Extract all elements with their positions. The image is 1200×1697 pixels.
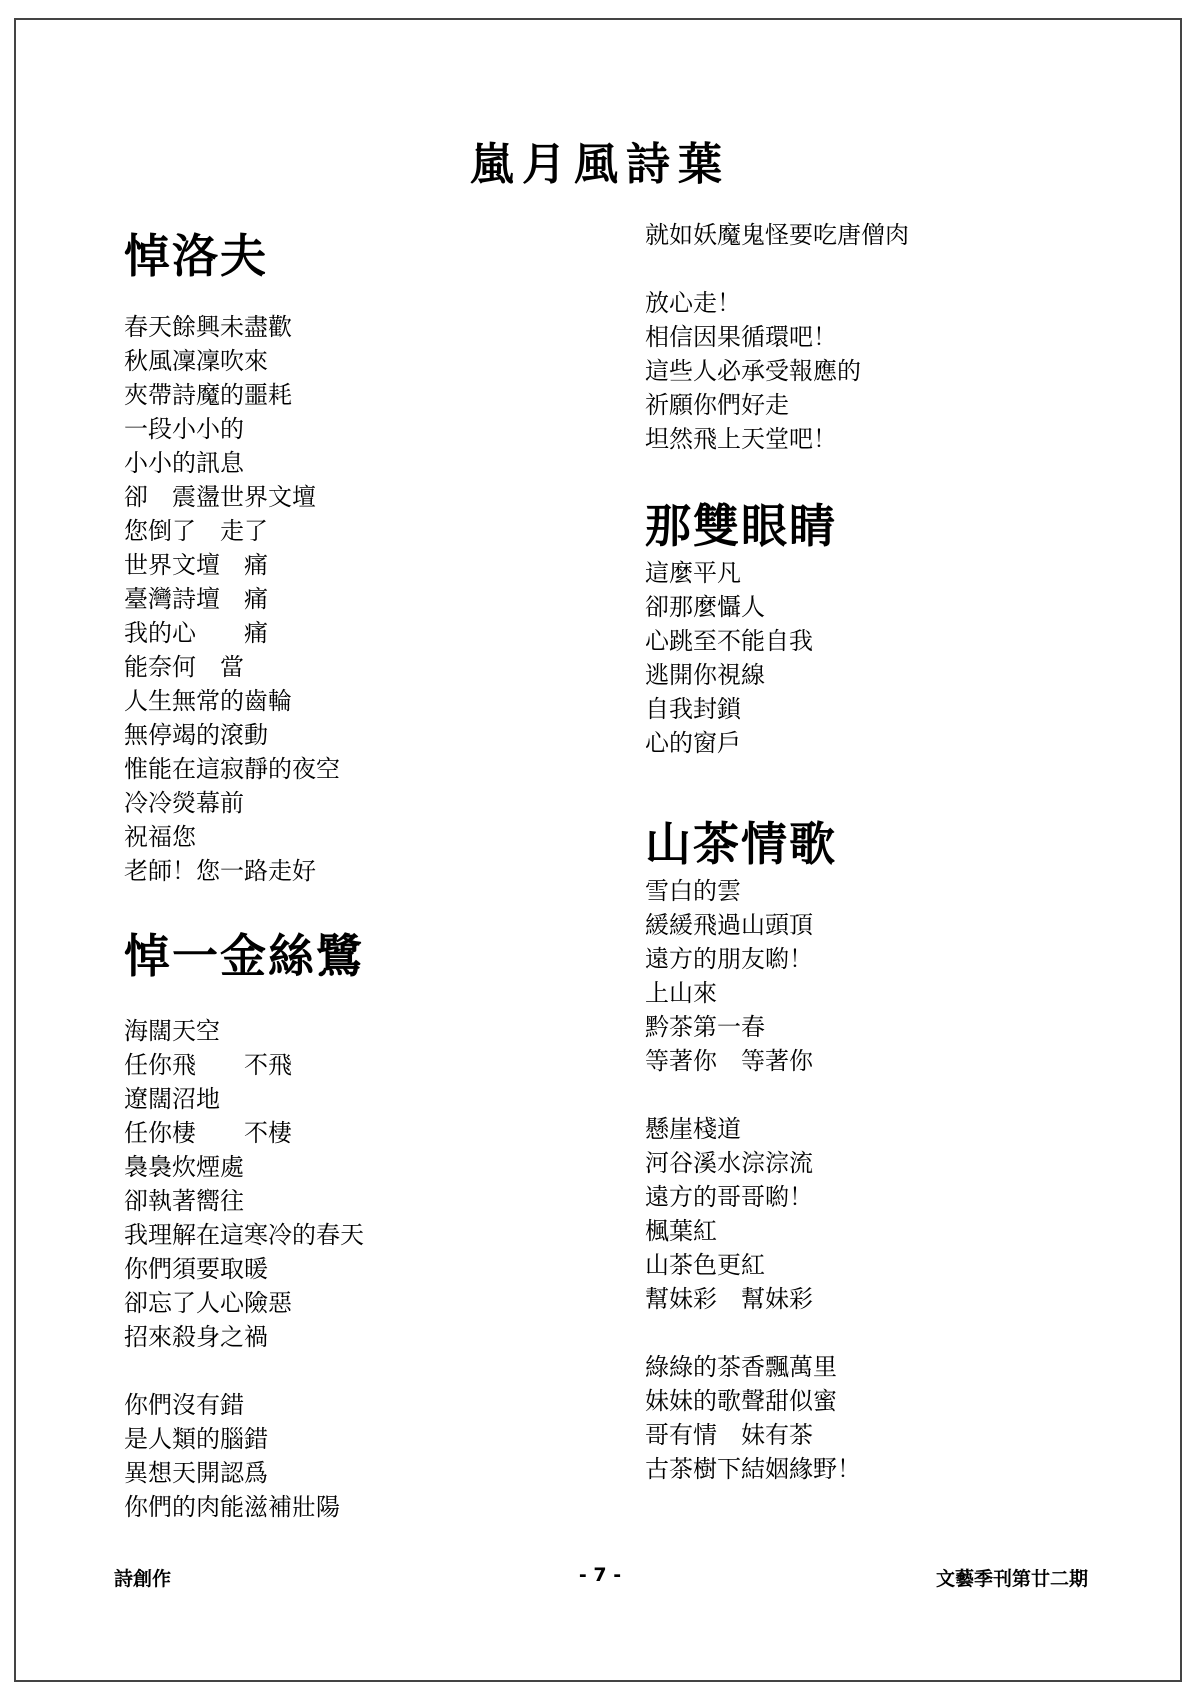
- poem-1: [124, 226, 584, 888]
- poem-line: [645, 1078, 1105, 1112]
- poem-line: 任你飛 不飛: [124, 1051, 292, 1079]
- poem-lines: [124, 1014, 584, 1524]
- poem-line: 黔茶第一春: [645, 1013, 765, 1041]
- poem-line: 遠方的哥哥喲！: [645, 1183, 813, 1211]
- poem-line: 異想天開認爲: [124, 1459, 268, 1487]
- poem-2-continued: [645, 218, 1105, 456]
- poem-line: 人生無常的齒輪: [124, 687, 292, 715]
- page-title: 嵐月風詩葉: [470, 139, 730, 190]
- poem-line: 相信因果循環吧！: [645, 323, 837, 351]
- poem-line: 等著你 等著你: [645, 1047, 813, 1075]
- poem-line: 這麼平凡: [645, 559, 741, 587]
- poem-lines: [645, 556, 1105, 760]
- poem-title: 悼一金絲鷺: [124, 929, 364, 983]
- poem-line: 任你棲 不棲: [124, 1119, 292, 1147]
- poem-line: 卻那麼懾人: [645, 593, 765, 621]
- poem-lines: [124, 310, 584, 888]
- poem-line: 海闊天空: [124, 1017, 220, 1045]
- poem-line: [645, 252, 1105, 286]
- poem-line: 老師！您一路走好: [124, 857, 316, 885]
- poem-3: [645, 496, 1105, 760]
- poem-title: 那雙眼睛: [645, 499, 837, 553]
- poem-line: 卻執著嚮往: [124, 1187, 244, 1215]
- poem-line: 楓葉紅: [645, 1217, 717, 1245]
- poem-line: 裊裊炊煙處: [124, 1153, 244, 1181]
- poem-line: 雪白的雲: [645, 877, 741, 905]
- poem-line: 就如妖魔鬼怪要吃唐僧肉: [645, 221, 909, 249]
- poem-line: 你們沒有錯: [124, 1391, 244, 1419]
- poem-line: 遠方的朋友喲！: [645, 945, 813, 973]
- poem-line: 能奈何 當: [124, 653, 244, 681]
- poem-line: 祝福您: [124, 823, 196, 851]
- poem-line: 世界文壇 痛: [124, 551, 268, 579]
- poem-line: 上山來: [645, 979, 717, 1007]
- poem-line: 綠綠的茶香飄萬里: [645, 1353, 837, 1381]
- poem-line: 卻 震盪世界文壇: [124, 483, 316, 511]
- page-number: - 7 -: [578, 1564, 622, 1586]
- poem-line: 遼闊沼地: [124, 1085, 220, 1113]
- poem-line: 心跳至不能自我: [645, 627, 813, 655]
- poem-line: 冷冷熒幕前: [124, 789, 244, 817]
- poem-line: 惟能在這寂靜的夜空: [124, 755, 340, 783]
- poem-line: 山茶色更紅: [645, 1251, 765, 1279]
- poem-line: 幫妹彩 幫妹彩: [645, 1285, 813, 1313]
- poem-line: 逃開你視線: [645, 661, 765, 689]
- poem-line: 放心走！: [645, 289, 741, 317]
- poem-line: 臺灣詩壇 痛: [124, 585, 268, 613]
- poem-line: 你們的肉能滋補壯陽: [124, 1493, 340, 1521]
- poem-line: 一段小小的: [124, 415, 244, 443]
- poem-line: 卻忘了人心險惡: [124, 1289, 292, 1317]
- poem-line: [124, 1354, 584, 1388]
- poem-title: 悼洛夫: [124, 229, 268, 283]
- poem-line: 小小的訊息: [124, 449, 244, 477]
- left-column: [124, 226, 584, 1524]
- poem-lines: [645, 874, 1105, 1486]
- poem-line: 心的窗戶: [645, 729, 741, 757]
- poem-4: [645, 814, 1105, 1486]
- poem-line: 你們須要取暖: [124, 1255, 268, 1283]
- poem-title: 山茶情歌: [645, 817, 837, 871]
- poem-line: 河谷溪水淙淙流: [645, 1149, 813, 1177]
- poem-line: 無停竭的滾動: [124, 721, 268, 749]
- poem-line: 春天餘興未盡歡: [124, 313, 292, 341]
- poem-line: 我理解在這寒冷的春天: [124, 1221, 364, 1249]
- poem-line: 古茶樹下結姻緣野！: [645, 1455, 861, 1483]
- poem-line: 招來殺身之禍: [124, 1323, 268, 1351]
- poem-2: [124, 926, 584, 1524]
- poem-line: 自我封鎖: [645, 695, 741, 723]
- poem-line: 哥有情 妹有茶: [645, 1421, 813, 1449]
- poem-line: 您倒了 走了: [124, 517, 268, 545]
- poem-line: 我的心 痛: [124, 619, 268, 647]
- right-column: [645, 221, 1105, 1486]
- poem-line: 秋風凜凜吹來: [124, 347, 268, 375]
- poem-line: 是人類的腦錯: [124, 1425, 268, 1453]
- poem-line: [645, 1316, 1105, 1350]
- footer-section: 詩創作: [114, 1568, 172, 1590]
- poem-line: 夾帶詩魔的噩耗: [124, 381, 292, 409]
- poem-line: 懸崖棧道: [645, 1115, 741, 1143]
- poem-line: 妹妹的歌聲甜似蜜: [645, 1387, 837, 1415]
- poem-line: 這些人必承受報應的: [645, 357, 861, 385]
- poem-line: 緩緩飛過山頭頂: [645, 911, 813, 939]
- poem-line: 祈願你們好走: [645, 391, 789, 419]
- footer-issue: 文藝季刊第廿二期: [935, 1568, 1088, 1590]
- poem-line: 坦然飛上天堂吧！: [645, 425, 837, 453]
